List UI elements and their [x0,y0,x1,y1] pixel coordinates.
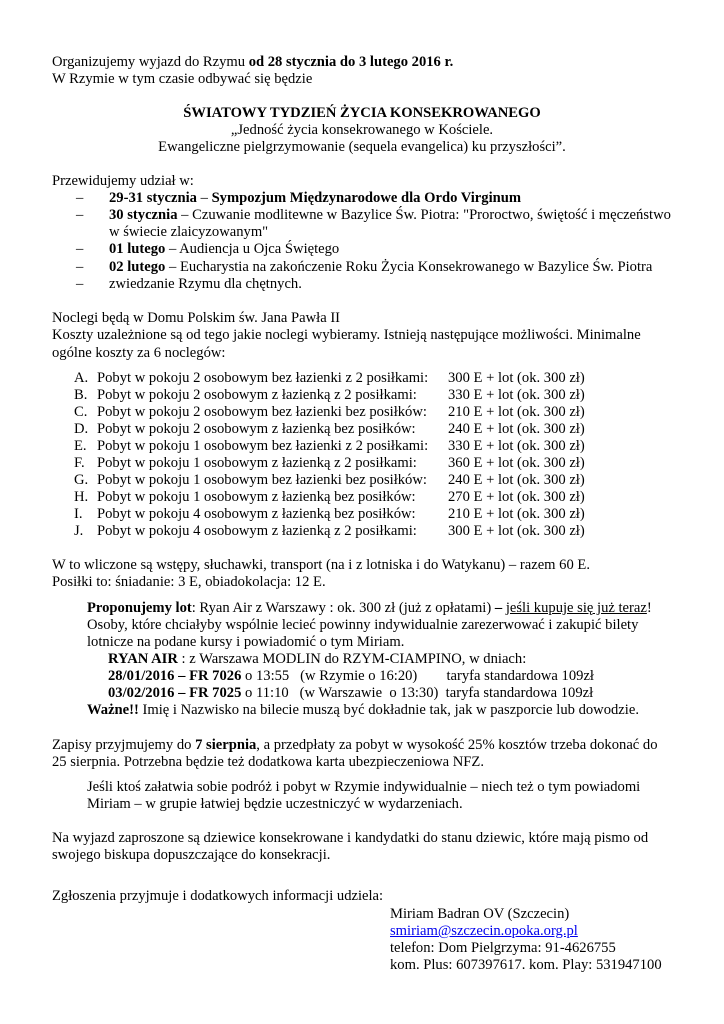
event-subtitle-2: Ewangeliczne pielgrzymowanie (sequela evangelica) ku przyszłości”. [158,139,566,155]
intro-line-2: W Rzymie w tym czasie odbywać się będzie [52,71,313,87]
program-item-4: 02 lutego – Eucharystia na zakończenie Roku Życia Konsekrowanego w Bazylice Św. Piotra [109,259,653,275]
signup-line-1: Zapisy przyjmujemy do 7 sierpnia, a przedpłaty za pobyt w wysokość 25% kosztów trzeba dokonać do [52,737,658,753]
flight-proposal: Proponujemy lot: Ryan Air z Warszawy : ok. 300 zł (już z opłatami) – jeśli kupuje się już teraz! [87,600,652,616]
lodging-line-2: Koszty uzależnione są od tego jakie noclegi wybieramy. Istnieją następujące możliwości. Minimalne [52,327,641,343]
flight-airline: RYAN AIR : z Warszawa MODLIN do RZYM-CIAMPINO, w dniach: [108,651,527,667]
program-item-5: zwiedzanie Rzymu dla chętnych. [109,276,302,292]
included-line-2: Posiłki to: śniadanie: 3 E, obiadokolacja: 12 E. [52,574,326,590]
program-intro: Przewidujemy udział w: [52,173,194,189]
included-line-1: W to wliczone są wstępy, słuchawki, transport (na i z lotniska i do Watykanu) – razem 60 E. [52,557,590,573]
flight-line-2: Osoby, które chciałyby wspólnie lecieć powinny indywidualnie zarezerwować i zakupić bilety [87,617,639,633]
program-item-2: 30 stycznia – Czuwanie modlitewne w Bazylice Św. Piotra: "Proroctwo, świętość i męczeństwo [109,207,671,223]
contact-email [390,923,578,941]
program-item-1: 29-31 stycznia – Sympozjum Międzynarodowe dla Ordo Virginum [109,190,522,206]
flight-return: 03/02/2016 – FR 7025 o 11:10 (w Warszawie o 13:30) taryfa standardowa 109zł [108,685,594,701]
event-subtitle-1: „Jedność życia konsekrowanego w Kościele. [230,122,494,138]
list-bullet: – [76,190,84,206]
lodging-line-3: ogólne koszty za 6 noclegów: [52,345,226,361]
document-page: Organizujemy wyjazd do Rzymu od 28 stycznia do 3 lutego 2016 r. W Rzymie w tym czasie odbywać się będzie ŚWIATOWY TYDZIEŃ ŻYCIA KONSEKROWANEGO „Jedność życia konsekrowanego w Kościele. Ewangeliczne pielgrzymowanie (sequela evangelica) ku przyszłości”. Przewidujemy udział w: – 29-31 stycznia – Sympozjum Międzynarodowe dla Ordo Virginum – 30 stycznia – Czuwanie modlitewne w Bazylice Św. Piotra: "Proroctwo, świętość i męczeństwo w świecie zlaicyzowanym" – 01 lutego – Audiencja u Ojca Świętego – 02 lutego – Eucharystia na zakończenie Roku Życia Konsekrowanego w Bazylice Św. Piotra – zwiedzanie Rzymu dla chętnych. Noclegi będą w Domu Polskim św. Jana Pawła II Koszty uzależnione są od tego jakie noclegi wybieramy. Istnieją następujące możliwości. Minimalne ogólne koszty za 6 noclegów: A. Pobyt w pokoju 2 osobowym bez łazienki z 2 posiłkami: 300 E + lot (ok. 300 zł) B. Pobyt w pokoju 2 osobowym z łazienką z 2 posiłkami: 330 E + lot (ok. 300 zł) C. Pobyt w pokoju 2 osobowym bez łazienki bez posiłków: 210 E + lot (ok. 300 zł) D. Pobyt w pokoju 2 osobowym z łazienką bez posiłków: 240 E + lot (ok. 300 zł) E. Pobyt w pokoju 1 osobowym bez łazienki z 2 posiłkami: 330 E + lot (ok. 300 zł) F. Pobyt w pokoju 1 osobowym z łazienką z 2 posiłkami: 360 E + lot (ok. 300 zł) G. Pobyt w pokoju 1 osobowym bez łazienki bez posiłków: 240 E + lot (ok. 300 zł) H. Pobyt w pokoju 1 osobowym z łazienką bez posiłków: 270 E + lot (ok. 300 zł) I. Pobyt w pokoju 4 osobowym z łazienką bez posiłków: 210 E + lot (ok. 300 zł) J. Pobyt w pokoju 4 osobowym z łazienką z 2 posiłkami: 300 E + lot (ok. 300 zł) W to wliczone są wstępy, słuchawki, transport (na i z lotniska i do Watykanu) – razem 60 E. Posiłki to: śniadanie: 3 E, obiadokolacja: 12 E. Proponujemy lot: Ryan Air z Warszawy : ok. 300 zł (już z opłatami) – jeśli kupuje się już teraz! Osoby, które chciałyby wspólnie lecieć powinny indywidualnie zarezerwować i zakupić bilety lotnicze na podane kursy i powiadomić o tym Miriam. RYAN AIR : z Warszawa MODLIN do RZYM-CIAMPINO, w dniach: 28/01/2016 – FR 7026 o 13:55 (w Rzymie o 16:20) taryfa standardowa 109zł 03/02/2016 – FR 7025 o 11:10 (w Warszawie o 13:30) taryfa standardowa 109zł Ważne!! Imię i Nazwisko na bilecie muszą być dokładnie tak, jak w paszporcie lub dowodzie. Zapisy przyjmujemy do 7 sierpnia, a przedpłaty za pobyt w wysokość 25% kosztów trzeba dokonać do 25 sierpnia. Potrzebna będzie też dodatkowa karta ubezpieczeniowa NFZ. Jeśli ktoś załatwia sobie podróż i pobyt w Rzymie indywidualnie – niech też o tym powiadomi Miriam – w grupie łatwiej będzie uczestniczyć w wydarzeniach. Na wyjazd zaproszone są dziewice konsekrowane i kandydatki do stanu dziewic, które mają pismo od swojego biskupa dopuszczające do konsekracji. Zgłoszenia przyjmuje i dodatkowych informacji udziela: Miriam Badran OV (Szczecin) smiriam@szczecin.opoka.org.pl telefon: Dom Pielgrzyma: 91-4626755 kom. Plus: 607397617. kom. Play: 531947100 [0,0,724,1024]
signup-line-2: 25 sierpnia. Potrzebna będzie też dodatkowa karta ubezpieczeniowa NFZ. [52,754,484,770]
intro-text: Organizujemy wyjazd do Rzymu [52,54,249,70]
flight-outbound: 28/01/2016 – FR 7026 o 13:55 (w Rzymie o 16:20) taryfa standardowa 109zł [108,668,594,684]
email-link[interactable]: smiriam@szczecin.opoka.org.pl [390,923,578,939]
contact-phone: telefon: Dom Pielgrzyma: 91-4626755 [390,940,616,956]
intro-dates: od 28 stycznia do 3 lutego 2016 r. [248,54,454,70]
contact-intro: Zgłoszenia przyjmuje i dodatkowych informacji udziela: [52,888,384,904]
list-bullet: – [76,207,84,223]
list-bullet: – [76,241,84,257]
invite-line-1: Na wyjazd zaproszone są dziewice konsekrowane i kandydatki do stanu dziewic, które mają pismo od [52,830,649,846]
list-bullet: – [76,276,84,292]
flight-line-3: lotnicze na podane kursy i powiadomić o tym Miriam. [87,634,405,650]
intro-line-1 [52,54,453,72]
list-bullet: – [76,259,84,275]
individual-line-1: Jeśli ktoś załatwia sobie podróż i pobyt w Rzymie indywidualnie – niech też o tym powiadomi [87,779,641,795]
contact-mobile: kom. Plus: 607397617. kom. Play: 531947100 [390,957,662,973]
contact-name: Miriam Badran OV (Szczecin) [390,906,570,922]
program-item-3: 01 lutego – Audiencja u Ojca Świętego [109,241,340,257]
program-item-2-cont: w świecie zlaicyzowanym" [109,224,269,240]
flight-note: Ważne!! Imię i Nazwisko na bilecie muszą być dokładnie tak, jak w paszporcie lub dowodzie. [87,702,639,718]
individual-line-2: Miriam – w grupie łatwiej będzie uczestniczyć w wydarzeniach. [87,796,463,812]
event-title: ŚWIATOWY TYDZIEŃ ŻYCIA KONSEKROWANEGO [183,105,541,121]
lodging-line-1: Noclegi będą w Domu Polskim św. Jana Pawła II [52,310,341,326]
invite-line-2: swojego biskupa dopuszczające do konsekracji. [52,847,331,863]
